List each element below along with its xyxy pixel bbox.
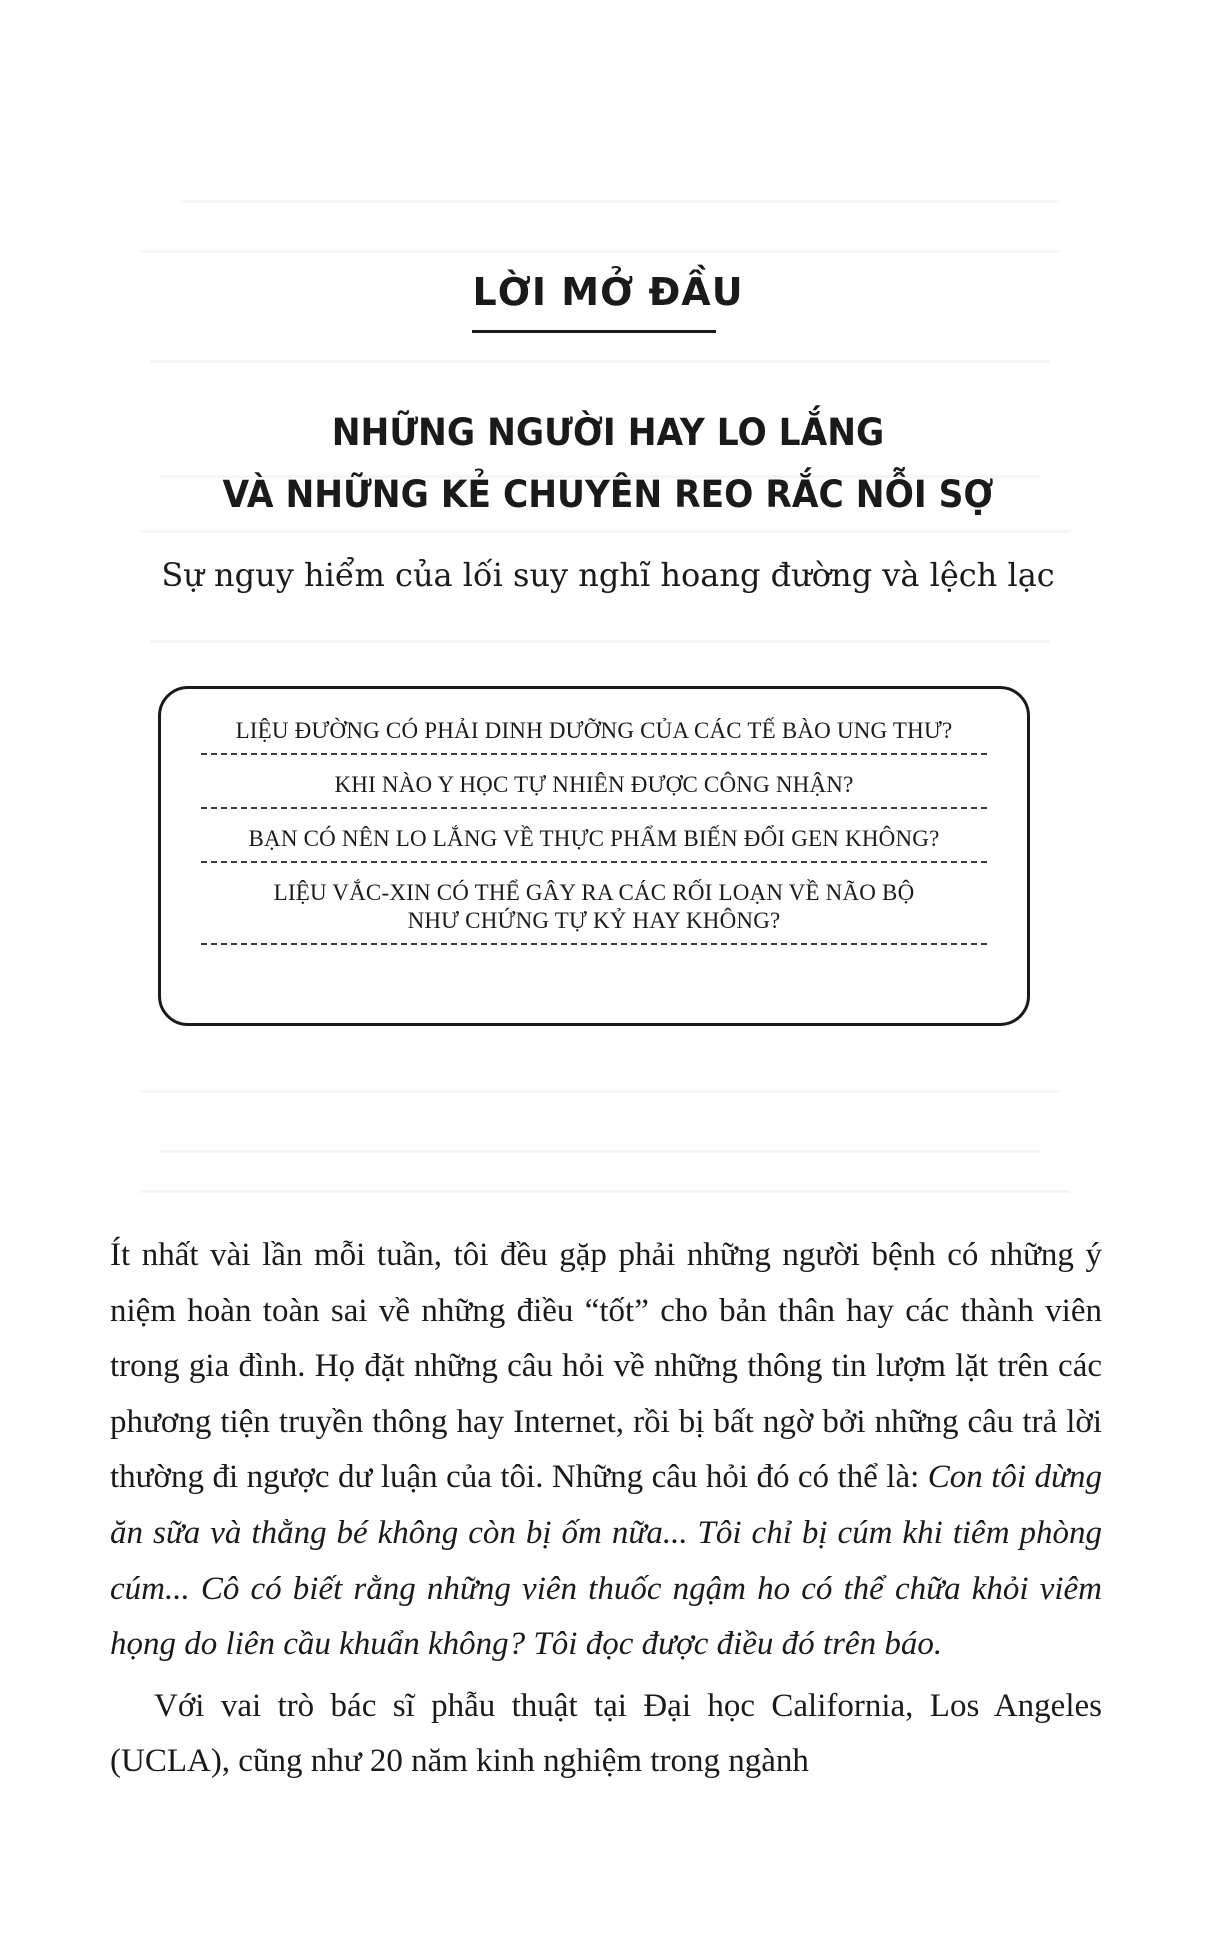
question-item: LIỆU VẮC-XIN CÓ THỂ GÂY RA CÁC RỐI LOẠN VỀ NÃO BỘ NHƯ CHỨNG TỰ KỶ HAY KHÔNG? — [201, 879, 987, 945]
body-text — [110, 1228, 1102, 1790]
section-label: LỜI MỞ ĐẦU — [472, 270, 744, 314]
chapter-title-line-1: NHỮNG NGƯỜI HAY LO LẮNG — [331, 411, 885, 454]
chapter-subtitle: Sự nguy hiểm của lối suy nghĩ hoang đường và lệch lạc — [161, 556, 1055, 594]
paragraph-1 — [110, 1228, 1102, 1673]
paragraph-2: Với vai trò bác sĩ phẫu thuật tại Đại học California, Los Angeles (UCLA), cũng như 20 năm kinh nghiệm trong ngành — [110, 1687, 1102, 1780]
chapter-title-line-2: VÀ NHỮNG KẺ CHUYÊN REO RẮC NỖI SỢ — [222, 473, 994, 516]
question-item: BẠN CÓ NÊN LO LẮNG VỀ THỰC PHẨM BIẾN ĐỔI GEN KHÔNG? — [201, 825, 987, 863]
questions-list — [201, 717, 987, 945]
paragraph-1-italic-quotes: Con tôi dừng ăn sữa và thằng bé không còn bị ốm nữa... Tôi chỉ bị cúm khi tiêm phòng cúm... Cô có biết rằng những viên thuốc ngậm ho có thể chữa khỏi viêm họng do liên cầu khuẩn không? Tôi đọc được điều đó trên báo. — [110, 1459, 1102, 1663]
question-item: LIỆU ĐƯỜNG CÓ PHẢI DINH DƯỠNG CỦA CÁC TẾ BÀO UNG THƯ? — [201, 717, 987, 755]
paragraph-1-text: Ít nhất vài lần mỗi tuần, tôi đều gặp phải những người bệnh có những ý niệm hoàn toàn sai về những điều “tốt” cho bản thân hay các thành viên trong gia đình. Họ đặt những câu hỏi về những thông tin lượm lặt trên các phương tiện truyền thông hay Internet, rồi bị bất ngờ bởi những câu trả lời thường đi ngược dư luận của tôi. Những câu hỏi đó có thể là: — [110, 1237, 1102, 1496]
questions-box — [158, 686, 1030, 1026]
chapter-title — [43, 402, 1174, 526]
question-item: KHI NÀO Y HỌC TỰ NHIÊN ĐƯỢC CÔNG NHẬN? — [201, 771, 987, 809]
section-underline — [472, 330, 716, 333]
